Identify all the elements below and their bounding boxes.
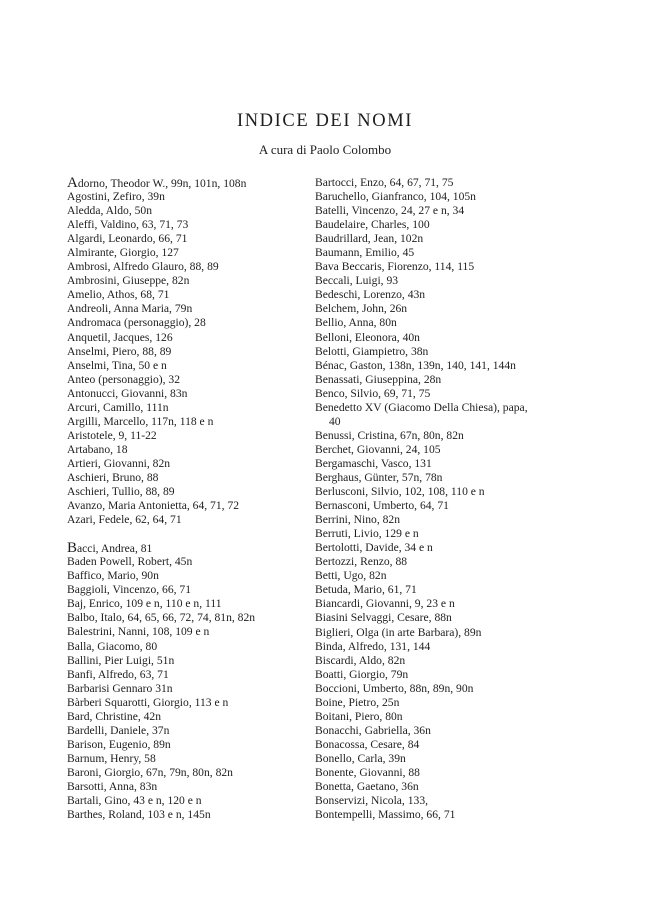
index-entry: Bard, Christine, 42n <box>67 709 162 723</box>
index-entry: Barthes, Roland, 103 e n, 145n <box>67 808 211 822</box>
index-entry: Andreoli, Anna Maria, 79n <box>67 302 193 316</box>
index-entry: Bonacchi, Gabriella, 36n <box>315 723 431 737</box>
index-column-left <box>67 176 305 822</box>
index-entry: Barsotti, Anna, 83n <box>67 779 158 793</box>
index-entry: Aristotele, 9, 11-22 <box>67 428 157 442</box>
index-entry: Aleffi, Valdino, 63, 71, 73 <box>67 218 189 232</box>
index-entry: Baroni, Giorgio, 67n, 79n, 80n, 82n <box>67 765 233 779</box>
index-entry: Ballini, Pier Luigi, 51n <box>67 653 175 667</box>
index-entry: Ambrosi, Alfredo Glauro, 88, 89 <box>67 260 219 274</box>
index-entry: Artabano, 18 <box>67 442 128 456</box>
section-initial: A <box>67 175 78 191</box>
index-entry: Balla, Giacomo, 80 <box>67 639 158 653</box>
index-entry: Batelli, Vincenzo, 24, 27 e n, 34 <box>315 204 465 218</box>
index-entry: Baruchello, Gianfranco, 104, 105n <box>315 190 476 204</box>
index-entry: Baggioli, Vincenzo, 66, 71 <box>67 583 192 597</box>
index-entry: Aschieri, Bruno, 88 <box>67 470 159 484</box>
index-column-right <box>315 176 620 822</box>
index-entry: Berghaus, Günter, 57n, 78n <box>315 470 443 484</box>
index-entry: Binda, Alfredo, 131, 144 <box>315 639 431 653</box>
index-entry: Anteo (personaggio), 32 <box>67 372 181 386</box>
index-entry: Benedetto XV (Giacomo Della Chiesa), papa, <box>315 400 528 414</box>
index-entry: Baudelaire, Charles, 100 <box>315 218 430 232</box>
index-entry: Baden Powell, Robert, 45n <box>67 555 193 569</box>
index-entry: Amelio, Athos, 68, 71 <box>67 288 170 302</box>
index-entry: Boccioni, Umberto, 88n, 89n, 90n <box>315 681 474 695</box>
index-entry: Biancardi, Giovanni, 9, 23 e n <box>315 597 455 611</box>
index-entry: Azari, Fedele, 62, 64, 71 <box>67 513 182 527</box>
index-entry: Artieri, Giovanni, 82n <box>67 456 171 470</box>
index-entry: Barison, Eugenio, 89n <box>67 737 171 751</box>
index-entry: 40 <box>329 414 341 428</box>
index-entry: Baffico, Mario, 90n <box>67 569 159 583</box>
index-entry: Adorno, Theodor W., 99n, 101n, 108n <box>67 175 247 191</box>
index-entry: Baumann, Emilio, 45 <box>315 246 415 260</box>
index-entry: Anselmi, Piero, 88, 89 <box>67 344 172 358</box>
index-entry: Benassati, Giuseppina, 28n <box>315 372 442 386</box>
index-entry: Biscardi, Aldo, 82n <box>315 653 406 667</box>
index-entry: Bergamaschi, Vasco, 131 <box>315 456 432 470</box>
index-entry: Belchem, John, 26n <box>315 302 408 316</box>
index-entry: Bardelli, Daniele, 37n <box>67 723 170 737</box>
index-entry: Bellio, Anna, 80n <box>315 316 397 330</box>
index-entry: Argilli, Marcello, 117n, 118 e n <box>67 414 214 428</box>
index-entry: Bonente, Giovanni, 88 <box>315 765 420 779</box>
index-entry: Beccali, Luigi, 93 <box>315 274 399 288</box>
index-entry: Bonservizi, Nicola, 133, <box>315 794 429 808</box>
index-entry: Bontempelli, Massimo, 66, 71 <box>315 808 456 822</box>
index-entry: Berruti, Livio, 129 e n <box>315 527 419 541</box>
index-entry: Barnum, Henry, 58 <box>67 751 156 765</box>
index-entry: Banfi, Alfredo, 63, 71 <box>67 667 169 681</box>
index-entry: Belloni, Eleonora, 40n <box>315 330 420 344</box>
index-entry: Agostini, Zefiro, 39n <box>67 190 165 204</box>
index-entry: Arcuri, Camillo, 111n <box>67 400 169 414</box>
index-entry: Avanzo, Maria Antonietta, 64, 71, 72 <box>67 499 240 513</box>
index-entry: Boatti, Giorgio, 79n <box>315 667 409 681</box>
index-entry: Antonucci, Giovanni, 83n <box>67 386 188 400</box>
index-entry: Belotti, Giampietro, 38n <box>315 344 429 358</box>
index-entry: Bonetta, Gaetano, 36n <box>315 780 419 794</box>
index-entry: Biglieri, Olga (in arte Barbara), 89n <box>315 625 482 639</box>
index-entry: Anquetil, Jacques, 126 <box>67 330 173 344</box>
index-entry: Anselmi, Tina, 50 e n <box>67 358 167 372</box>
page-title: INDICE DEI NOMI <box>236 111 414 131</box>
index-entry: Bartali, Gino, 43 e n, 120 e n <box>67 794 202 808</box>
index-entry: Bàrberi Squarotti, Giorgio, 113 e n <box>67 695 229 709</box>
section-initial: B <box>67 540 78 557</box>
page-subtitle: A cura di Paolo Colombo <box>258 142 392 157</box>
index-entry: Boitani, Piero, 80n <box>315 709 403 723</box>
index-entry: Barbarisi Gennaro 31n <box>67 681 173 695</box>
index-entry: Biasini Selvaggi, Cesare, 88n <box>315 611 452 625</box>
index-entry: Boine, Pietro, 25n <box>315 695 400 709</box>
index-entry: Bedeschi, Lorenzo, 43n <box>315 288 426 302</box>
index-entry: Bertozzi, Renzo, 88 <box>315 555 408 569</box>
index-entry: Balestrini, Nanni, 108, 109 e n <box>67 625 210 639</box>
index-entry: Berlusconi, Silvio, 102, 108, 110 e n <box>315 485 485 499</box>
index-entry: Betuda, Mario, 61, 71 <box>315 583 417 597</box>
index-entry: Balbo, Italo, 64, 65, 66, 72, 74, 81n, 82n <box>67 611 256 625</box>
index-entry: Bonello, Carla, 39n <box>315 751 406 765</box>
index-entry: Berrini, Nino, 82n <box>315 513 401 527</box>
index-entry: Bénac, Gaston, 138n, 139n, 140, 141, 144n <box>315 358 516 372</box>
index-entry: Bonacossa, Cesare, 84 <box>315 737 420 751</box>
index-entry: Ambrosini, Giuseppe, 82n <box>67 274 190 288</box>
index-entry: Bartocci, Enzo, 64, 67, 71, 75 <box>315 176 454 189</box>
index-entry: Andromaca (personaggio), 28 <box>67 316 206 330</box>
index-entry: Bertolotti, Davide, 34 e n <box>315 541 433 555</box>
index-entry: Baudrillard, Jean, 102n <box>315 232 424 246</box>
index-entry: Algardi, Leonardo, 66, 71 <box>67 232 188 246</box>
index-entry: Bacci, Andrea, 81 <box>67 540 153 557</box>
index-entry: Bava Beccaris, Fiorenzo, 114, 115 <box>315 260 475 274</box>
index-entry: Bernasconi, Umberto, 64, 71 <box>315 499 449 513</box>
index-entry: Berchet, Giovanni, 24, 105 <box>315 442 441 456</box>
index-entry: Benussi, Cristina, 67n, 80n, 82n <box>315 428 464 442</box>
index-entry: Baj, Enrico, 109 e n, 110 e n, 111 <box>67 597 222 611</box>
index-entry: Aschieri, Tullio, 88, 89 <box>67 485 175 499</box>
index-entry: Almirante, Giorgio, 127 <box>67 246 179 260</box>
index-entry: Aledda, Aldo, 50n <box>67 204 153 218</box>
index-entry: Betti, Ugo, 82n <box>315 569 387 583</box>
index-entry: Benco, Silvio, 69, 71, 75 <box>315 386 431 400</box>
